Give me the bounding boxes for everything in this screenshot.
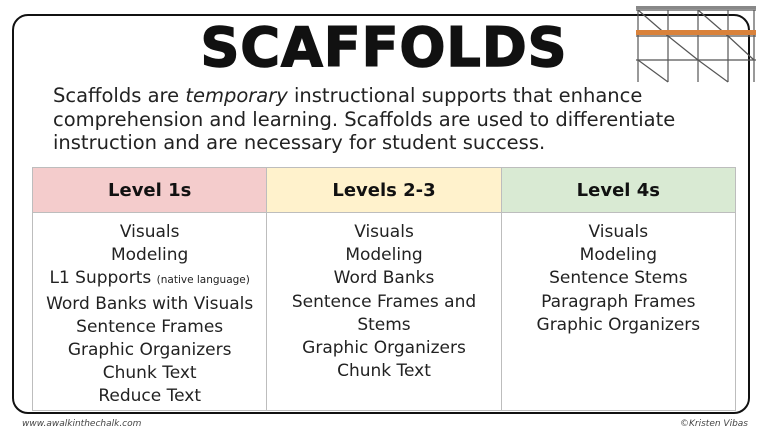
scaffold-levels-table [32, 167, 736, 411]
list-item: Graphic Organizers [536, 314, 701, 335]
list-item: Reduce Text [98, 386, 201, 407]
list-item: Chunk Text [102, 363, 197, 384]
list-item: Chunk Text [337, 361, 431, 382]
intro-paragraph [53, 84, 733, 155]
scaffolding-icon [634, 4, 758, 84]
list-item: Sentence Frames [76, 316, 224, 337]
list-item: Visuals [354, 222, 414, 242]
list-item: Word Banks [333, 268, 435, 289]
header-level-4: Level 4s [501, 168, 735, 213]
level-1-cell [33, 213, 267, 411]
header-levels-2-3: Levels 2-3 [267, 168, 501, 213]
l1-supports-note: (native language) [156, 274, 250, 287]
list-item: Sentence Frames and Stems [291, 291, 477, 335]
footer-website: www.awalkinthechalk.com [22, 419, 142, 429]
levels-2-3-cell [267, 213, 501, 411]
header-level-1: Level 1s [33, 168, 267, 213]
list-item: Word Banks with Visuals [46, 293, 254, 314]
list-item: Sentence Stems [549, 268, 688, 289]
list-item: Modeling [110, 245, 189, 266]
list-item: Graphic Organizers [67, 340, 232, 361]
list-item: Graphic Organizers [302, 338, 466, 359]
table-body-row [33, 213, 736, 411]
list-item: Modeling [345, 245, 423, 266]
list-item: Paragraph Frames [541, 291, 696, 312]
list-item: Modeling [579, 245, 657, 266]
footer-copyright: ©Kristen Vibas [680, 419, 748, 429]
intro-emphasis: temporary [185, 84, 288, 107]
l1-supports-label: L1 Supports [49, 268, 152, 289]
level-4-cell [501, 213, 735, 411]
list-item: Visuals [588, 222, 649, 242]
page-title: SCAFFOLDS [200, 16, 568, 79]
list-item: Visuals [119, 222, 180, 242]
table-header-row [33, 168, 736, 213]
intro-text-start: Scaffolds are [53, 84, 186, 107]
intro-text-end: instructional supports that enhance comprehension and learning. Scaffolds are used to differentiate instruction and are necessary for student success. [53, 84, 676, 154]
list-item-l1-supports [34, 267, 265, 292]
